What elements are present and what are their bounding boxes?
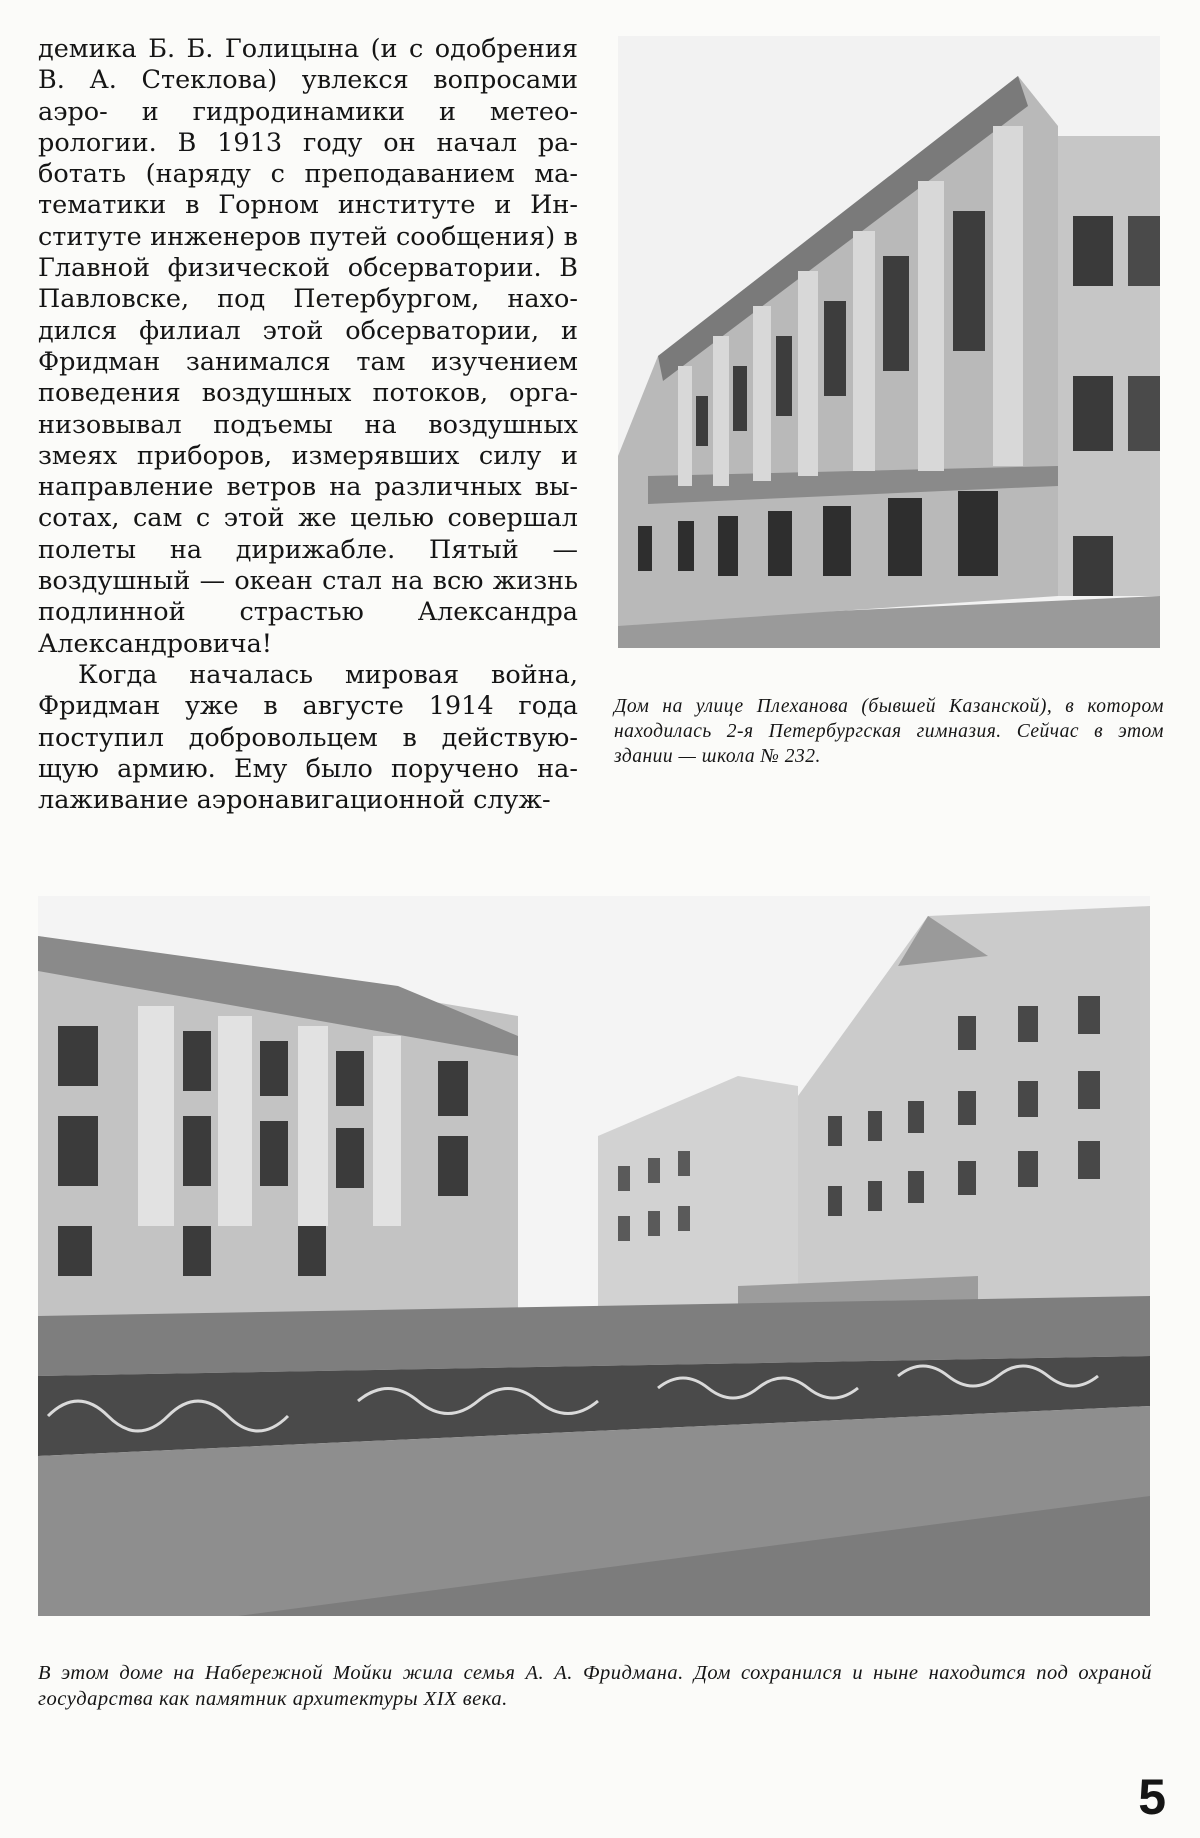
body-paragraph-1: демика Б. Б. Голицына (и с одобрения В. А. Стеклова) увлекся вопросами аэро- и гидродинамики и метеорологии. В 1913 году он начал работать (наряду с преподаванием математики в Горном институте и Институте инженеров путей сообщения) в Главной физической обсерватории. В Павловске, под Петербургом, находился филиал этой обсерватории, и Фридман занимался там изучением поведения воздушных потоков, организовывал подъемы на воздушных змеях приборов, измерявших силу и направление ветров на различных высотах, сам с этой же целью совершал полеты на дирижабле. Пятый — воздушный — океан стал на всю жизнь подлинной страстью Александра Александровича! (38, 34, 578, 659)
figure2-caption: В этом доме на Набережной Мойки жила семья А. А. Фридмана. Дом сохранился и ныне находится под охраной государства как памятник архитектуры XIX века. (38, 1662, 1152, 1710)
body-paragraph-2: Когда началась мировая война, Фридман уже в августе 1914 года поступил добровольцем в действующую армию. Ему было поручено налаживание аэронавигационной служ- (38, 659, 578, 816)
body-text-column (38, 34, 578, 816)
moika-embankment-illustration (38, 896, 1150, 1616)
school-building-illustration (618, 36, 1160, 648)
photo-moika-embankment (38, 896, 1150, 1616)
photo-school-building (618, 36, 1160, 648)
figure1-caption: Дом на улице Плеханова (бывшей Казанской), в котором находилась 2-я Петербургская гимназия. Сейчас в этом здании — школа № 232. (614, 696, 1164, 767)
page-number: 5 (1138, 1769, 1166, 1825)
